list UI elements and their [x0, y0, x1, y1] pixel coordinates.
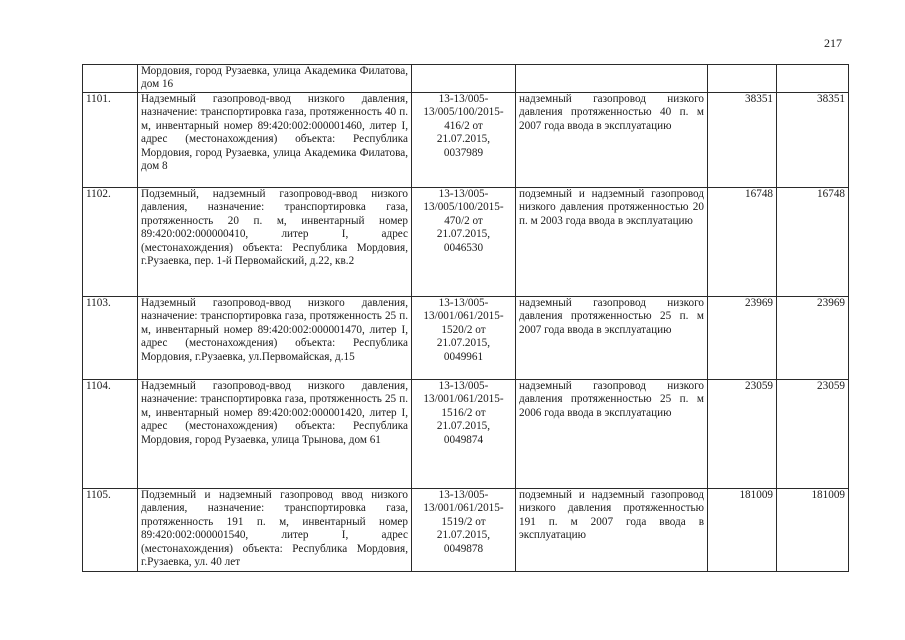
object-description-cell: Надземный газопровод-ввод низкого давления, назначение: транспортировка газа, протяженность 40 п. м, инвентарный номер 89:420:002:000001460, литер I, адрес (местонахождения) объекта: Республика Мордовия, город Рузаевка, улица Академика Филатова, дом 8 — [138, 93, 412, 188]
object-description-cell: Мордовия, город Рузаевка, улица Академика Филатова, дом 16 — [138, 65, 412, 93]
row-number-cell: 1105. — [83, 489, 138, 572]
table-row — [83, 188, 849, 297]
value-cell-2: 38351 — [777, 93, 849, 188]
table-row-continuation — [83, 65, 849, 93]
row-number-cell: 1102. — [83, 188, 138, 297]
characteristics-cell: подземный и надземный газопровод низкого давления протяженностью 20 п. м 2003 года ввода в эксплуатацию — [516, 188, 708, 297]
value-cell-2: 23969 — [777, 297, 849, 380]
value-cell: 181009 — [708, 489, 777, 572]
row-number-cell: 1103. — [83, 297, 138, 380]
table-row — [83, 489, 849, 572]
value-cell: 23059 — [708, 380, 777, 489]
value-cell-2: 16748 — [777, 188, 849, 297]
registration-cell: 13-13/005- 13/001/061/2015- 1516/2 от 21.07.2015, 0049874 — [412, 380, 516, 489]
value-cell-2: 181009 — [777, 489, 849, 572]
table-row — [83, 93, 849, 188]
value-cell: 16748 — [708, 188, 777, 297]
characteristics-cell: подземный и надземный газопровод низкого давления протяженностью 191 п. м 2007 года ввода в эксплуатацию — [516, 489, 708, 572]
registration-cell: 13-13/005- 13/005/100/2015- 470/2 от 21.07.2015, 0046530 — [412, 188, 516, 297]
object-description-cell: Подземный и надземный газопровод ввод низкого давления, назначение: транспортировка газа, протяженность 191 п. м, инвентарный номер 89:420:002:000001540, литер I, адрес (местонахождения) объекта: Республика Мордовия, г.Рузаевка, ул. 40 лет — [138, 489, 412, 572]
characteristics-cell: надземный газопровод низкого давления протяженностью 25 п. м 2007 года ввода в эксплуатацию — [516, 297, 708, 380]
object-description-cell: Надземный газопровод-ввод низкого давления, назначение: транспортировка газа, протяженность 25 п. м, инвентарный номер 89:420:002:000001420, литер I, адрес (местонахождения) объекта: Республика Мордовия, город Рузаевка, улица Трынова, дом 61 — [138, 380, 412, 489]
characteristics-cell: надземный газопровод низкого давления протяженностью 25 п. м 2006 года ввода в эксплуатацию — [516, 380, 708, 489]
registration-cell — [412, 65, 516, 93]
registration-cell: 13-13/005- 13/001/061/2015- 1519/2 от 21.07.2015, 0049878 — [412, 489, 516, 572]
registration-cell: 13-13/005- 13/001/061/2015- 1520/2 от 21.07.2015, 0049961 — [412, 297, 516, 380]
row-number-cell: 1101. — [83, 93, 138, 188]
value-cell-2 — [777, 65, 849, 93]
value-cell: 38351 — [708, 93, 777, 188]
page-number: 217 — [824, 36, 842, 50]
property-registry-table — [82, 64, 849, 572]
table-row — [83, 297, 849, 380]
registration-cell: 13-13/005- 13/005/100/2015- 416/2 от 21.07.2015, 0037989 — [412, 93, 516, 188]
characteristics-cell: надземный газопровод низкого давления протяженностью 40 п. м 2007 года ввода в эксплуатацию — [516, 93, 708, 188]
value-cell — [708, 65, 777, 93]
object-description-cell: Надземный газопровод-ввод низкого давления, назначение: транспортировка газа, протяженность 25 п. м, инвентарный номер 89:420:002:000001470, литер I, адрес (местонахождения) объекта: Республика Мордовия, г.Рузаевка, ул.Первомайская, д.15 — [138, 297, 412, 380]
value-cell-2: 23059 — [777, 380, 849, 489]
row-number-cell — [83, 65, 138, 93]
characteristics-cell — [516, 65, 708, 93]
table-row — [83, 380, 849, 489]
object-description-cell: Подземный, надземный газопровод-ввод низкого давления, назначение: транспортировка газа, протяженность 20 п. м, инвентарный номер 89:420:002:000000410, литер I, адрес (местонахождения) объекта: Республика Мордовия, г.Рузаевка, пер. 1-й Первомайский, д.22, кв.2 — [138, 188, 412, 297]
row-number-cell: 1104. — [83, 380, 138, 489]
value-cell: 23969 — [708, 297, 777, 380]
